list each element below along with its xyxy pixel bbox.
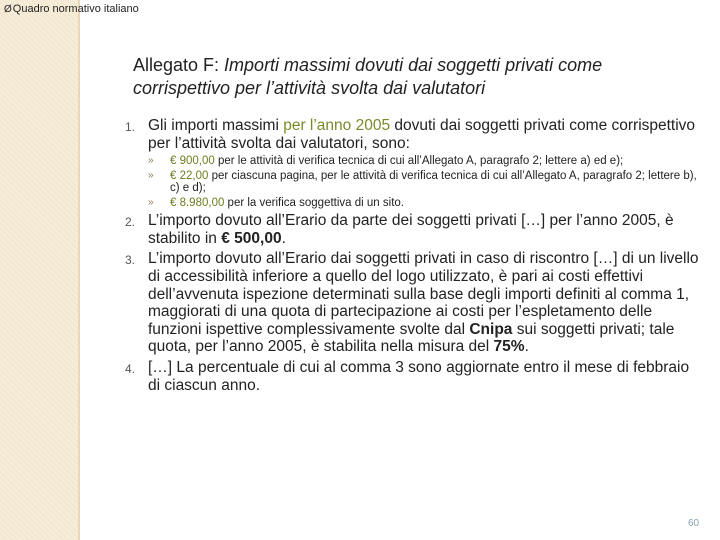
numbered-list: [125, 117, 700, 394]
slide-body: [125, 117, 700, 394]
item-text: .: [524, 338, 529, 356]
list-item-number: 4.: [125, 361, 136, 376]
list-item-number: 2.: [125, 215, 136, 230]
chevron-bullet-icon: »: [148, 197, 154, 209]
list-item-number: 3.: [125, 253, 136, 268]
amount: € 22,00: [170, 170, 209, 183]
title-italic: Importi massimi dovuti dai soggetti privati come corrispettivo per l’attività svolta dai valutatori: [133, 55, 603, 98]
sub-item-text: per la verifica soggettiva di un sito.: [224, 197, 404, 210]
item-text: .: [281, 229, 286, 247]
chevron-bullet-icon: »: [148, 155, 154, 167]
item-text: L’importo dovuto all’Erario da parte dei soggetti privati […] per l’anno 2005, è stabilito in: [148, 212, 674, 247]
amount: € 8.980,00: [170, 197, 225, 210]
left-band-divider: [78, 0, 80, 540]
item-text: dovuti dai soggetti privati come corrispettivo per l’attività svolta dai valutatori, sono:: [148, 117, 696, 152]
sub-list-item: [148, 155, 700, 167]
item-text: L’importo dovuto all’Erario dai soggetti privati in caso di riscontro […] di un livello di accessibilità inferiore a quello del logo utilizzato, è pari ai costi effettivi dell’avvenuta ispezione determinati sulla base degli importi definiti al comma 1, maggiorati di una quota di partecipazione ai costi per l’espletamento delle funzioni ispettive complessivamente svolte dal: [148, 250, 699, 338]
item-text: […] La percentuale di cui al comma 3 sono aggiornate entro il mese di febbraio di ciascun anno.: [148, 358, 690, 394]
list-item: [125, 117, 700, 209]
item-highlight: per l’anno 2005: [283, 117, 391, 134]
list-item: [125, 250, 700, 356]
item-text: Gli importi massimi: [148, 117, 284, 134]
sub-list-item: [148, 197, 700, 209]
title-prefix: Allegato F:: [133, 55, 225, 75]
chevron-bullet-icon: »: [148, 170, 154, 182]
left-decorative-band: [0, 0, 78, 540]
sub-item-text: per ciascuna pagina, per le attività di verifica tecnica di cui all’Allegato A, paragrafo 2; lettere b), c) e d);: [170, 170, 697, 195]
list-item: [125, 359, 700, 394]
list-item: [125, 212, 700, 247]
list-item-number: 1.: [125, 120, 136, 134]
amount: € 900,00: [170, 155, 215, 168]
item-bold: 75%: [493, 338, 525, 356]
sub-list: [148, 155, 700, 209]
section-header-text: Quadro normativo italiano: [12, 3, 139, 15]
slide-title: [133, 54, 693, 100]
sub-item-text: per le attività di verifica tecnica di cui all’Allegato A, paragrafo 2; lettere a) ed e);: [214, 155, 624, 168]
arrow-bullet-icon: Ø: [4, 4, 12, 15]
sub-list-item: [148, 170, 700, 194]
item-bold: Cnipa: [469, 320, 513, 338]
item-bold: € 500,00: [221, 229, 282, 247]
section-header: [4, 3, 139, 15]
item-text: sui soggetti privati; tale quota, per l’anno 2005, è stabilita nella misura del: [148, 320, 675, 356]
page-number: 60: [688, 518, 700, 529]
